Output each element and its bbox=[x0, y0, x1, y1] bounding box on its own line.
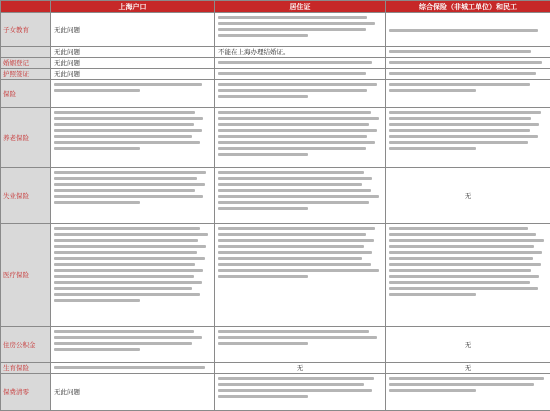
text-line-placeholder bbox=[54, 141, 200, 144]
text-line-placeholder bbox=[218, 269, 379, 272]
cell-text-lines bbox=[389, 59, 547, 64]
row-label: 子女教育 bbox=[1, 13, 51, 47]
text-line-placeholder bbox=[218, 239, 374, 242]
text-line-placeholder bbox=[218, 72, 366, 75]
text-line-placeholder bbox=[389, 83, 530, 86]
text-line-placeholder bbox=[54, 147, 140, 150]
row-label: 住房公积金 bbox=[1, 327, 51, 363]
cell-text: 无此问题 bbox=[54, 26, 80, 34]
cell-text: 无此问题 bbox=[54, 388, 80, 396]
text-line-placeholder bbox=[389, 239, 544, 242]
cell-text-lines bbox=[54, 225, 211, 302]
text-line-placeholder bbox=[54, 117, 203, 120]
cell-text-lines bbox=[218, 70, 382, 75]
text-line-placeholder bbox=[54, 275, 194, 278]
text-line-placeholder bbox=[54, 183, 205, 186]
text-line-placeholder bbox=[218, 189, 371, 192]
table-cell bbox=[51, 13, 215, 47]
text-line-placeholder bbox=[389, 383, 534, 386]
cell-text-lines bbox=[389, 81, 547, 92]
cell-text: 无此问题 bbox=[54, 70, 80, 78]
cell-text-lines bbox=[389, 27, 547, 32]
text-line-placeholder bbox=[389, 29, 538, 32]
row-label: 养老保险 bbox=[1, 108, 51, 168]
text-line-placeholder bbox=[389, 123, 539, 126]
header-corner bbox=[1, 1, 51, 13]
table-cell bbox=[386, 69, 550, 80]
text-line-placeholder bbox=[54, 245, 206, 248]
row-label: 护照签证 bbox=[1, 69, 51, 80]
table-cell bbox=[215, 13, 386, 47]
text-line-placeholder bbox=[218, 89, 367, 92]
header-residence-permit: 居住证 bbox=[215, 1, 386, 13]
text-line-placeholder bbox=[54, 287, 192, 290]
text-line-placeholder bbox=[218, 16, 367, 19]
text-line-placeholder bbox=[54, 239, 198, 242]
cell-text-lines bbox=[54, 81, 211, 92]
text-line-placeholder bbox=[54, 263, 195, 266]
text-line-placeholder bbox=[54, 83, 202, 86]
table-cell bbox=[386, 363, 550, 374]
text-line-placeholder bbox=[54, 342, 192, 345]
table-row bbox=[1, 47, 550, 58]
text-line-placeholder bbox=[389, 233, 536, 236]
text-line-placeholder bbox=[389, 141, 528, 144]
table-row bbox=[1, 58, 550, 69]
text-line-placeholder bbox=[54, 330, 194, 333]
cell-text-lines bbox=[54, 328, 211, 351]
table-header-row bbox=[1, 1, 550, 13]
cell-text: 无 bbox=[465, 192, 472, 200]
text-line-placeholder bbox=[218, 111, 371, 114]
cell-text: 无此问题 bbox=[54, 59, 80, 67]
header-shanghai-hukou: 上海户口 bbox=[51, 1, 215, 13]
cell-text-lines bbox=[389, 70, 547, 75]
text-line-placeholder bbox=[389, 377, 544, 380]
table-cell bbox=[51, 363, 215, 374]
text-line-placeholder bbox=[389, 245, 534, 248]
text-line-placeholder bbox=[54, 129, 202, 132]
text-line-placeholder bbox=[54, 227, 200, 230]
table-cell bbox=[386, 224, 550, 327]
table-cell bbox=[51, 69, 215, 80]
text-line-placeholder bbox=[54, 171, 206, 174]
table-cell bbox=[386, 108, 550, 168]
table-cell bbox=[386, 13, 550, 47]
table-cell bbox=[51, 168, 215, 224]
table-cell bbox=[51, 58, 215, 69]
cell-text: 不能在上海办理结婚证。 bbox=[218, 48, 290, 56]
table-cell bbox=[386, 47, 550, 58]
text-line-placeholder bbox=[218, 117, 379, 120]
text-line-placeholder bbox=[389, 293, 476, 296]
row-label: 生育保险 bbox=[1, 363, 51, 374]
header-comprehensive-insurance: 综合保险（非城工单位）和民工 bbox=[386, 1, 550, 13]
table-row bbox=[1, 80, 550, 108]
text-line-placeholder bbox=[54, 366, 205, 369]
text-line-placeholder bbox=[389, 281, 530, 284]
cell-text-lines bbox=[218, 328, 382, 345]
text-line-placeholder bbox=[389, 389, 476, 392]
cell-text-lines bbox=[389, 109, 547, 150]
text-line-placeholder bbox=[218, 342, 308, 345]
text-line-placeholder bbox=[389, 61, 542, 64]
text-line-placeholder bbox=[218, 227, 375, 230]
text-line-placeholder bbox=[218, 336, 377, 339]
cell-text-lines bbox=[218, 169, 382, 210]
text-line-placeholder bbox=[389, 287, 538, 290]
table-row bbox=[1, 363, 550, 374]
table-row bbox=[1, 224, 550, 327]
text-line-placeholder bbox=[389, 269, 531, 272]
text-line-placeholder bbox=[218, 195, 379, 198]
text-line-placeholder bbox=[218, 147, 366, 150]
text-line-placeholder bbox=[54, 195, 203, 198]
cell-text: 无 bbox=[465, 364, 472, 372]
table-cell bbox=[51, 224, 215, 327]
text-line-placeholder bbox=[54, 135, 192, 138]
text-line-placeholder bbox=[54, 201, 140, 204]
text-line-placeholder bbox=[218, 183, 362, 186]
text-line-placeholder bbox=[54, 257, 205, 260]
table-row bbox=[1, 327, 550, 363]
cell-text-lines bbox=[389, 375, 547, 392]
cell-text: 无此问题 bbox=[54, 48, 80, 56]
table-cell bbox=[215, 69, 386, 80]
text-line-placeholder bbox=[218, 395, 308, 398]
table-cell bbox=[215, 80, 386, 108]
cell-text-lines bbox=[389, 225, 547, 296]
text-line-placeholder bbox=[54, 348, 140, 351]
text-line-placeholder bbox=[218, 95, 308, 98]
text-line-placeholder bbox=[389, 263, 541, 266]
text-line-placeholder bbox=[218, 135, 367, 138]
text-line-placeholder bbox=[218, 61, 372, 64]
cell-text-lines bbox=[218, 375, 382, 398]
text-line-placeholder bbox=[218, 207, 308, 210]
text-line-placeholder bbox=[218, 171, 364, 174]
text-line-placeholder bbox=[218, 257, 362, 260]
table-row bbox=[1, 168, 550, 224]
text-line-placeholder bbox=[218, 28, 366, 31]
cell-text-lines bbox=[218, 81, 382, 98]
table-cell bbox=[215, 58, 386, 69]
row-label: 医疗保险 bbox=[1, 224, 51, 327]
text-line-placeholder bbox=[218, 245, 364, 248]
text-line-placeholder bbox=[218, 22, 375, 25]
row-label: 婚姻登记 bbox=[1, 58, 51, 69]
text-line-placeholder bbox=[389, 111, 541, 114]
table-cell bbox=[386, 327, 550, 363]
table-cell bbox=[215, 47, 386, 58]
text-line-placeholder bbox=[54, 111, 195, 114]
text-line-placeholder bbox=[218, 177, 372, 180]
text-line-placeholder bbox=[389, 275, 539, 278]
table-row bbox=[1, 69, 550, 80]
text-line-placeholder bbox=[389, 147, 476, 150]
table-cell bbox=[215, 363, 386, 374]
table-cell bbox=[386, 58, 550, 69]
text-line-placeholder bbox=[218, 141, 375, 144]
text-line-placeholder bbox=[389, 50, 531, 53]
row-label bbox=[1, 47, 51, 58]
text-line-placeholder bbox=[389, 135, 538, 138]
text-line-placeholder bbox=[389, 129, 530, 132]
table-cell bbox=[215, 327, 386, 363]
text-line-placeholder bbox=[218, 153, 308, 156]
row-label: 保险 bbox=[1, 80, 51, 108]
text-line-placeholder bbox=[54, 281, 202, 284]
table-cell bbox=[215, 168, 386, 224]
text-line-placeholder bbox=[218, 383, 364, 386]
text-line-placeholder bbox=[389, 117, 531, 120]
cell-text-lines bbox=[218, 109, 382, 156]
text-line-placeholder bbox=[389, 257, 533, 260]
cell-text-lines bbox=[218, 14, 382, 37]
text-line-placeholder bbox=[218, 34, 308, 37]
cell-text: 无 bbox=[297, 364, 304, 372]
text-line-placeholder bbox=[54, 293, 200, 296]
cell-text-lines bbox=[54, 364, 211, 369]
table-row bbox=[1, 13, 550, 47]
table-cell bbox=[51, 108, 215, 168]
text-line-placeholder bbox=[218, 275, 308, 278]
text-line-placeholder bbox=[218, 233, 366, 236]
text-line-placeholder bbox=[218, 330, 369, 333]
text-line-placeholder bbox=[218, 389, 372, 392]
text-line-placeholder bbox=[218, 251, 372, 254]
table-cell bbox=[386, 80, 550, 108]
row-label: 保费清零 bbox=[1, 374, 51, 411]
cell-text-lines bbox=[54, 169, 211, 204]
text-line-placeholder bbox=[54, 336, 202, 339]
table-cell bbox=[51, 47, 215, 58]
table-cell bbox=[215, 224, 386, 327]
table-row bbox=[1, 374, 550, 411]
text-line-placeholder bbox=[54, 251, 197, 254]
text-line-placeholder bbox=[218, 201, 369, 204]
text-line-placeholder bbox=[54, 233, 208, 236]
table-cell bbox=[215, 108, 386, 168]
text-line-placeholder bbox=[54, 177, 197, 180]
table-row bbox=[1, 108, 550, 168]
cell-text-lines bbox=[218, 225, 382, 278]
text-line-placeholder bbox=[54, 299, 140, 302]
text-line-placeholder bbox=[54, 123, 194, 126]
text-line-placeholder bbox=[54, 89, 140, 92]
text-line-placeholder bbox=[218, 83, 377, 86]
table-cell bbox=[51, 80, 215, 108]
text-line-placeholder bbox=[218, 129, 377, 132]
table-cell bbox=[386, 374, 550, 411]
row-label: 失业保险 bbox=[1, 168, 51, 224]
text-line-placeholder bbox=[218, 123, 369, 126]
table-cell bbox=[215, 374, 386, 411]
cell-text: 无 bbox=[465, 341, 472, 349]
text-line-placeholder bbox=[218, 377, 374, 380]
text-line-placeholder bbox=[218, 263, 371, 266]
table-cell bbox=[51, 327, 215, 363]
table-cell bbox=[386, 168, 550, 224]
text-line-placeholder bbox=[389, 72, 536, 75]
text-line-placeholder bbox=[54, 189, 195, 192]
cell-text-lines bbox=[54, 109, 211, 150]
text-line-placeholder bbox=[389, 251, 542, 254]
text-line-placeholder bbox=[389, 227, 528, 230]
cell-text-lines bbox=[389, 48, 547, 53]
cell-text-lines bbox=[218, 59, 382, 64]
text-line-placeholder bbox=[389, 89, 476, 92]
table-cell bbox=[51, 374, 215, 411]
text-line-placeholder bbox=[54, 269, 203, 272]
